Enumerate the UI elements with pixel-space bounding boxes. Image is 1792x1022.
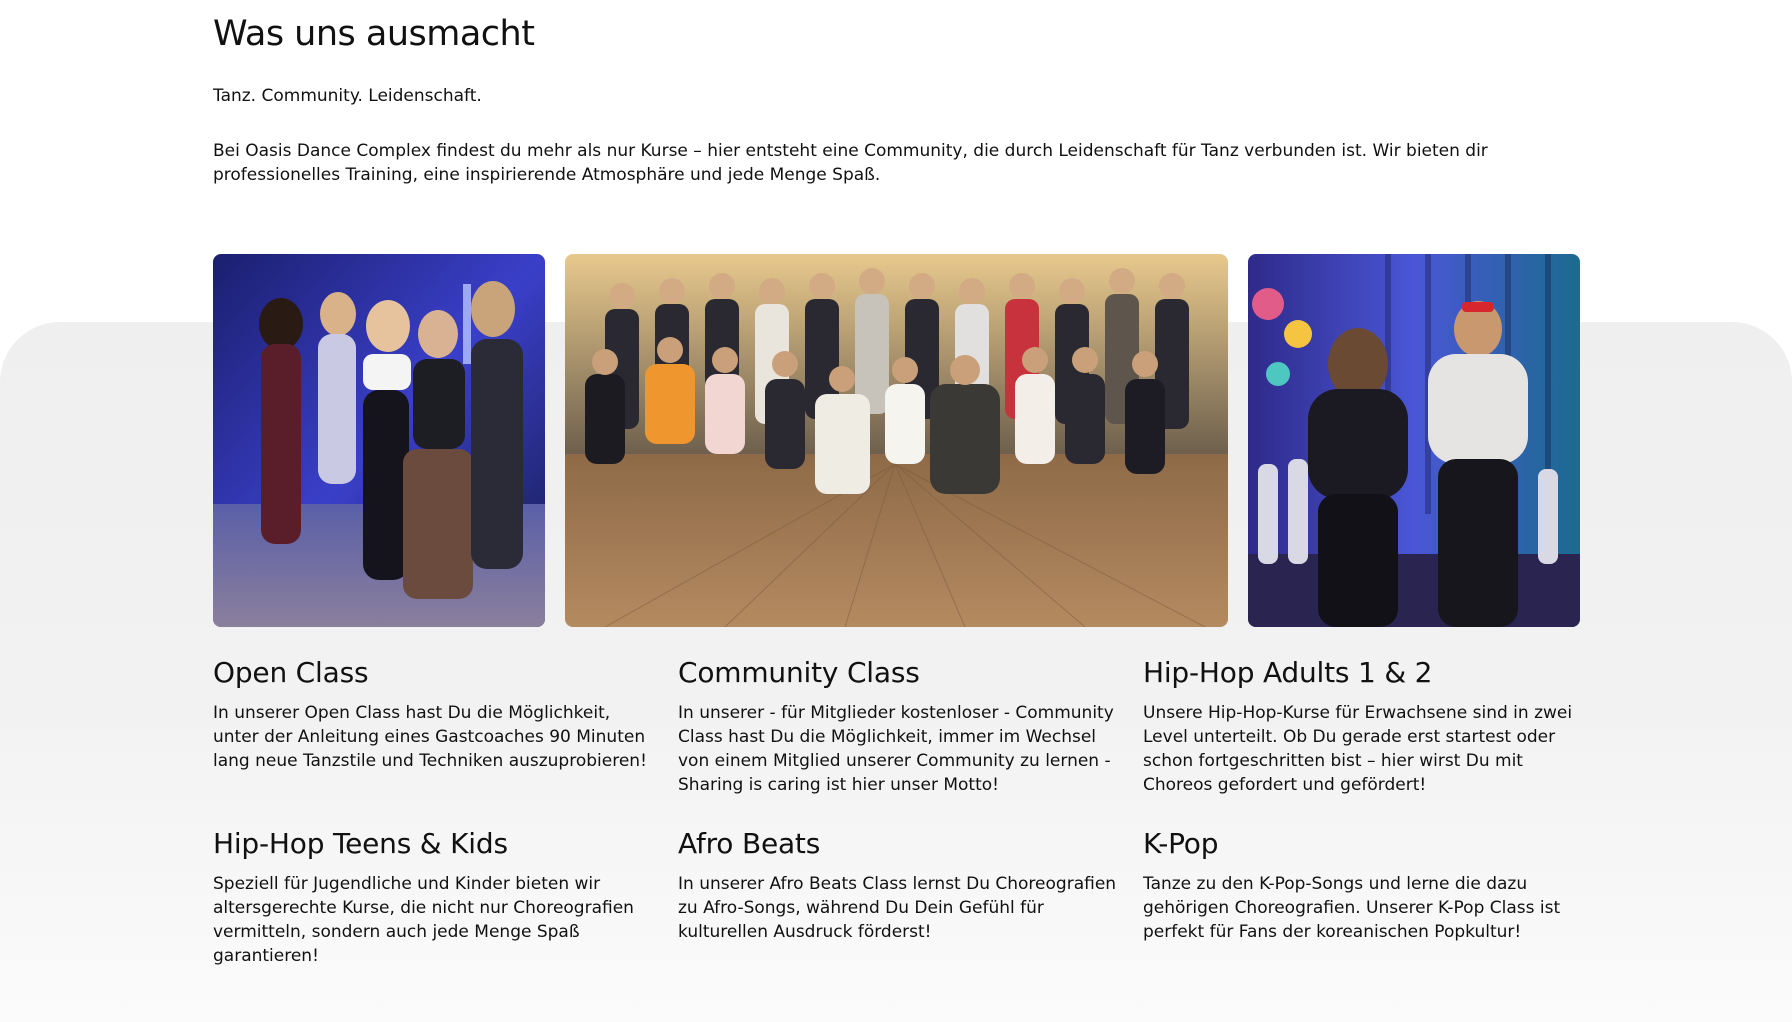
class-description: Tanze zu den K-Pop-Songs und lerne die dazu gehörigen Choreografien. Unserer K-Pop Class ist perfekt für Fans der koreanischen Popkultur!	[1143, 874, 1561, 942]
class-description: Speziell für Jugendliche und Kinder bieten wir altersgerechte Kurse, die nicht nur Choreografien vermitteln, sondern auch jede Menge Spaß garantieren!	[213, 874, 634, 966]
class-title: Community Class	[678, 656, 920, 689]
class-title: Hip-Hop Teens & Kids	[213, 827, 508, 860]
class-title: Hip-Hop Adults 1 & 2	[1143, 656, 1433, 689]
class-card-open-class	[213, 656, 653, 773]
section-title: Was uns ausmacht	[213, 14, 535, 54]
class-card-hip-hop-teens-kids	[213, 827, 653, 968]
class-description: In unserer Open Class hast Du die Möglichkeit, unter der Anleitung eines Gastcoaches 90 Minuten lang neue Tanzstile und Techniken auszuprobieren!	[213, 703, 647, 771]
stage-performance-photo	[1248, 254, 1580, 627]
class-description: In unserer - für Mitglieder kostenloser - Community Class hast Du die Möglichkeit, immer im Wechsel von einem Mitglied unserer Community zu lernen - Sharing is caring ist hier unser Motto!	[678, 703, 1114, 795]
class-title: Open Class	[213, 656, 369, 689]
class-card-k-pop	[1143, 827, 1583, 944]
class-card-afro-beats	[678, 827, 1118, 944]
class-description: In unserer Afro Beats Class lernst Du Choreografien zu Afro-Songs, während Du Dein Gefühl für kulturellen Ausdruck förderst!	[678, 874, 1117, 942]
section-tagline: Tanz. Community. Leidenschaft.	[213, 86, 482, 106]
class-title: Afro Beats	[678, 827, 821, 860]
group-class-photo	[565, 254, 1228, 627]
class-card-community-class	[678, 656, 1118, 797]
class-title: K-Pop	[1143, 827, 1219, 860]
class-description: Unsere Hip-Hop-Kurse für Erwachsene sind in zwei Level unterteilt. Ob Du gerade erst startest oder schon fortgeschritten bist – hier wirst Du mit Choreos gefordert und gefördert!	[1143, 703, 1573, 795]
group-hug-photo	[213, 254, 545, 627]
class-card-hip-hop-adults	[1143, 656, 1583, 797]
section-intro: Bei Oasis Dance Complex findest du mehr als nur Kurse – hier entsteht eine Community, die durch Leidenschaft für Tanz verbunden ist. Wir bieten dir professionelles Training, eine inspirierende Atmosphäre und jede Menge Spaß.	[213, 141, 1488, 185]
